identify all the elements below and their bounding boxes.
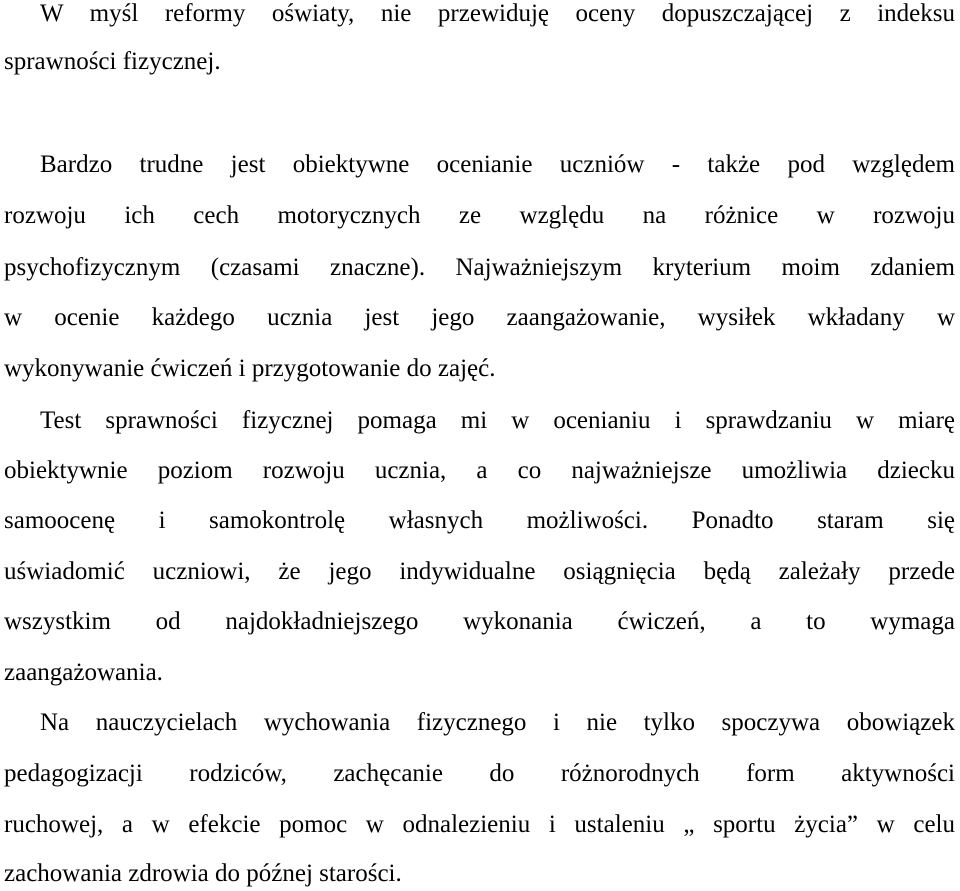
text-line: W myśl reformy oświaty, nie przewiduję oceny dopuszczającej z indeksu: [40, 0, 955, 27]
text-line: rozwoju ich cech motorycznych ze względu na różnice w rozwoju: [4, 202, 955, 229]
text-line: Na nauczycielach wychowania fizycznego i nie tylko spoczywa obowiązek: [40, 709, 955, 736]
text-line: pedagogizacji rodziców, zachęcanie do różnorodnych form aktywności: [4, 760, 955, 787]
text-line: obiektywnie poziom rozwoju ucznia, a co najważniejsze umożliwia dziecku: [4, 457, 955, 484]
text-line: samoocenę i samokontrolę własnych możliwości. Ponadto staram się: [4, 507, 955, 534]
text-line: w ocenie każdego ucznia jest jego zaangażowanie, wysiłek wkładany w: [4, 304, 955, 331]
text-line: psychofizycznym (czasami znaczne). Najważniejszym kryterium moim zdaniem: [4, 254, 955, 281]
text-line: uświadomić uczniowi, że jego indywidualne osiągnięcia będą zależały przede: [4, 558, 955, 585]
text-line: wszystkim od najdokładniejszego wykonania ćwiczeń, a to wymaga: [4, 608, 955, 635]
text-line: Test sprawności fizycznej pomaga mi w ocenianiu i sprawdzaniu w miarę: [40, 407, 955, 434]
text-line: zachowania zdrowia do późnej starości.: [4, 860, 402, 887]
text-line: ruchowej, a w efekcie pomoc w odnalezieniu i ustaleniu „ sportu życia” w celu: [4, 811, 955, 838]
text-line: zaangażowania.: [4, 659, 163, 686]
text-line: wykonywanie ćwiczeń i przygotowanie do zajęć.: [4, 355, 496, 382]
text-line: sprawności fizycznej.: [4, 48, 221, 75]
text-line: Bardzo trudne jest obiektywne ocenianie uczniów - także pod względem: [40, 151, 955, 178]
